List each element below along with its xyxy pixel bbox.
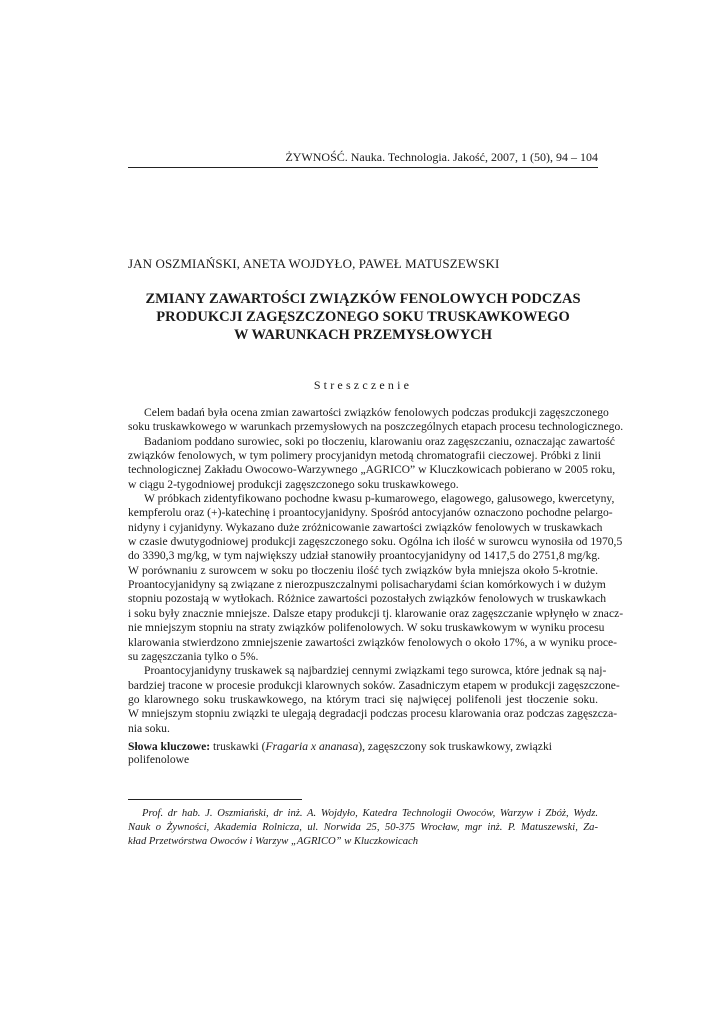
title-line: W WARUNKACH PRZEMYSŁOWYCH	[233, 327, 493, 343]
abstract-line: W próbkach zidentyfikowano pochodne kwasu p-kumarowego, elagowego, galusowego, kwercetyny,	[144, 492, 615, 506]
title-line: ZMIANY ZAWARTOŚCI ZWIĄZKÓW FENOLOWYCH PODCZAS	[145, 291, 581, 307]
abstract-line: Badaniom poddano surowiec, soki po tłoczeniu, klarowaniu oraz zagęszczaniu, oznaczając zawartość	[144, 434, 615, 448]
abstract-line: W porównaniu z surowcem w soku po tłoczeniu ilość tych związków była mniejsza około 5-krotnie.	[128, 563, 598, 577]
abstract-line: w czasie dwutygodniowej produkcji zagęszczonego soku. Ogólna ich ilość w surowcu wynosiła od 1970,5	[128, 535, 623, 549]
footnote-line: Prof. dr hab. J. Oszmiański, dr inż. A. Wojdyło, Katedra Technologii Owoców, Warzyw i Zbóż, Wydz.	[142, 808, 598, 819]
running-head: ŻYWNOŚĆ. Nauka. Technologia. Jakość, 2007, 1 (50), 94 – 104	[285, 150, 598, 164]
abstract-line: stopniu pozostają w wytłokach. Różnice zawartości pozostałych związków fenolowych w truskawkach	[128, 592, 607, 606]
abstract-line: Proantocyjanidyny truskawek są najbardziej cennymi związkami tego surowca, które jednak są naj-	[144, 664, 607, 678]
footnote-line: kład Przetwórstwa Owoców i Warzyw „AGRICO” w Kluczkowicach	[128, 836, 419, 847]
keywords-text: truskawki (	[210, 740, 266, 753]
abstract-line: nie mniejszym stopniu na straty związków polifenolowych. W soku truskawkowym w wyniku procesu	[128, 621, 605, 635]
authors: JAN OSZMIAŃSKI, ANETA WOJDYŁO, PAWEŁ MATUSZEWSKI	[128, 256, 500, 271]
abstract-line: W mniejszym stopniu związki te ulegają degradacji podczas procesu klarowania oraz podczas zagęszcza-	[128, 707, 618, 721]
abstract-line: nia soku.	[128, 721, 170, 735]
header-rule	[128, 167, 598, 168]
abstract-line: go klarownego soku truskawkowego, na którym traci się najwięcej polifenoli jest tłoczenie soku.	[128, 692, 598, 706]
abstract-line: bardziej tracone w procesie produkcji klarownych soków. Zasadniczym etapem w produkcji zagęszczone-	[128, 678, 620, 692]
abstract-line: su zagęszczania tylko o 5%.	[128, 649, 259, 663]
article-title	[128, 290, 598, 344]
abstract-line: technologicznej Zakładu Owocowo-Warzywnego „AGRICO” w Kluczkowicach pobierano w 2005 roku,	[128, 463, 616, 477]
abstract-line: w ciągu 2-tygodniowej produkcji zagęszczonego soku truskawkowego.	[128, 477, 459, 491]
keywords-label: Słowa kluczowe:	[128, 740, 211, 753]
abstract-heading: Streszczenie	[313, 378, 413, 392]
abstract-line: do 3390,3 mg/kg, w tym największy udział stanowiły proantocyjanidyny od 1417,5 do 2751,8 mg/kg.	[128, 549, 601, 563]
footnote-rule	[128, 799, 302, 800]
abstract-line: soku truskawkowego w warunkach przemysłowych na poszczególnych etapach procesu technologicznego.	[128, 420, 624, 434]
abstract-line: kempferolu oraz (+)-katechinę i proantocyjanidyny. Spośród antocyjanów oznaczono pochodne pelargo-	[128, 506, 613, 520]
keywords	[128, 740, 598, 766]
title-line: PRODUKCJI ZAGĘSZCZONEGO SOKU TRUSKAWKOWEGO	[156, 309, 570, 325]
abstract-line: Proantocyjanidyny są związane z nierozpuszczalnymi polisacharydami ścian komórkowych i w dużym	[128, 578, 606, 592]
abstract-line: Celem badań była ocena zmian zawartości związków fenolowych podczas produkcji zagęszczonego	[144, 406, 609, 419]
footnote-line: Nauk o Żywności, Akademia Rolnicza, ul. Norwida 25, 50-375 Wrocław, mgr inż. P. Matuszewski, Za-	[128, 822, 598, 833]
keywords-species: Fragaria x ananasa	[265, 740, 359, 753]
abstract-line: klarowania stwierdzono zmniejszenie zawartości związków fenolowych o około 17%, a w wyniku proce-	[128, 635, 618, 649]
abstract-line: związków fenolowych, w tym polimery procyjanidyn metodą chromatografii cieczowej. Próbki z linii	[128, 449, 601, 463]
abstract-body	[128, 406, 624, 736]
author-affiliation-footnote	[128, 807, 598, 849]
abstract-line: nidyny i cyjanidyny. Wykazano duże zróżnicowanie zawartości związków fenolowych w truskawkach	[128, 520, 603, 534]
keywords-text: ), zagęszczony sok truskawkowy, związki polifenolowe	[128, 740, 552, 766]
abstract-line: i soku były znacznie mniejsze. Dalsze etapy produkcji tj. klarowanie oraz zagęszczanie wpłynęło w znacz-	[128, 606, 624, 620]
